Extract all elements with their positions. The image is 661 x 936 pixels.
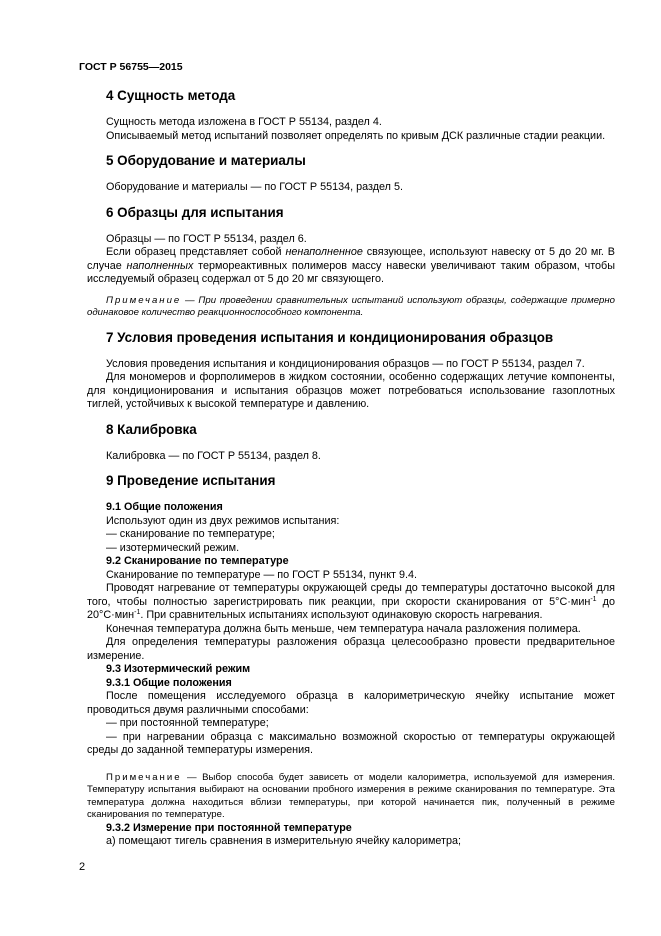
text-run: . При сравнительных испытаниях используют одинаковую скорость нагревания. <box>140 609 543 621</box>
note-text: — Выбор способа будет зависеть от модели калориметра, используемой для измерения. Температуру испытания выбирают на основании пробного измерения в режиме сканирования по температуре. Эта температура должна находиться вблизи температуры, при которой начинается пик, полученный в режиме сканирования по температуре. <box>87 771 615 820</box>
list-item: — при нагревании образца с максимально возможной скоростью от температуры окружающей среды до заданной температуры измерения. <box>87 730 615 756</box>
note-label: Примечание <box>106 771 182 783</box>
subsection-title: 9.3 Изотермический режим <box>106 663 251 675</box>
superscript: -1 <box>134 609 141 616</box>
paragraph <box>87 582 615 623</box>
note <box>87 772 615 822</box>
list-item: — сканирование по температуре; <box>106 528 275 540</box>
subsection-title: 9.1 Общие положения <box>106 501 223 513</box>
list-item: — при постоянной температуре; <box>106 717 269 729</box>
paragraph: После помещения исследуемого образца в калориметрическую ячейку испытание может проводиться двумя различными способами: <box>87 690 615 716</box>
italic-term: ненаполненное <box>285 246 363 258</box>
paragraph: Оборудование и материалы — по ГОСТ Р 55134, раздел 5. <box>106 181 403 193</box>
paragraph: Для мономеров и форполимеров в жидком состоянии, особенно содержащих летучие компоненты, для кондиционирования и испытания образцов может потребоваться использование газоплотных тиглей, устойчивых к высокой температуре и давлению. <box>87 371 615 410</box>
note <box>87 295 615 320</box>
paragraph: Сканирование по температуре — по ГОСТ Р 55134, пункт 9.4. <box>106 568 418 581</box>
document-body <box>87 88 615 849</box>
paragraph: Для определения температуры разложения образца целесообразно провести предварительное измерение. <box>87 636 615 662</box>
list-item: а) помещают тигель сравнения в измерительную ячейку калориметра; <box>106 835 462 847</box>
page-number: 2 <box>79 861 86 873</box>
section-5 <box>87 153 615 195</box>
section-4 <box>87 88 615 143</box>
paragraph: Сущность метода изложена в ГОСТ Р 55134, раздел 4. <box>106 116 382 128</box>
text-run: термореактивных полимеров массу навески увеличивают таким образом, чтобы исследуемый образец содержал от 5 до 20 мг связующего. <box>87 259 615 285</box>
list-item: — изотермический режим. <box>106 541 240 554</box>
paragraph: Калибровка — по ГОСТ Р 55134, раздел 8. <box>106 449 321 462</box>
section-6 <box>87 205 615 320</box>
paragraph: Используют один из двух режимов испытания: <box>106 514 340 527</box>
section-9-title: 9 Проведение испытания <box>106 473 276 488</box>
document-header: ГОСТ Р 56755—2015 <box>79 61 183 73</box>
note-label: Примечание <box>106 294 182 306</box>
section-9 <box>87 473 615 849</box>
paragraph <box>87 246 615 287</box>
text-run: Если образец представляет собой <box>106 246 286 258</box>
subsection-title: 9.2 Сканирование по температуре <box>106 555 289 567</box>
text-run: до 20°С·мин <box>87 595 615 621</box>
section-4-title: 4 Сущность метода <box>106 88 236 103</box>
section-8-title: 8 Калибровка <box>106 421 197 437</box>
section-6-title: 6 Образцы для испытания <box>106 204 284 220</box>
paragraph: Образцы — по ГОСТ Р 55134, раздел 6. <box>106 232 307 245</box>
paragraph: Конечная температура должна быть меньше, чем температура начала разложения полимера. <box>106 622 581 635</box>
superscript: -1 <box>590 595 597 603</box>
paragraph: Условия проведения испытания и кондиционирования образцов — по ГОСТ Р 55134, раздел 7. <box>106 357 585 370</box>
subsection-title: 9.3.2 Измерение при постоянной температуре <box>106 821 352 834</box>
paragraph: Описываемый метод испытаний позволяет определять по кривым ДСК различные стадии реакции. <box>106 129 606 142</box>
section-7-title: 7 Условия проведения испытания и кондиционирования образцов <box>106 329 554 345</box>
text-run: Проводят нагревание от температуры окружающей среды до температуры достаточно высокой для того, чтобы полностью зарегистрировать пик реакции, при скорости сканирования от 5°С·мин <box>87 582 615 608</box>
subsection-title: 9.3.1 Общие положения <box>106 676 232 689</box>
note-text: — При проведении сравнительных испытаний используют образцы, содержащие примерно одинаковое количество реакционноспособного компонента. <box>87 294 615 318</box>
section-8 <box>87 422 615 464</box>
section-5-title: 5 Оборудование и материалы <box>106 153 306 168</box>
italic-term: наполненных <box>126 259 194 272</box>
text-run: связующее, используют навеску от 5 до 20 мг. В случае <box>87 246 615 272</box>
section-7 <box>87 330 615 412</box>
